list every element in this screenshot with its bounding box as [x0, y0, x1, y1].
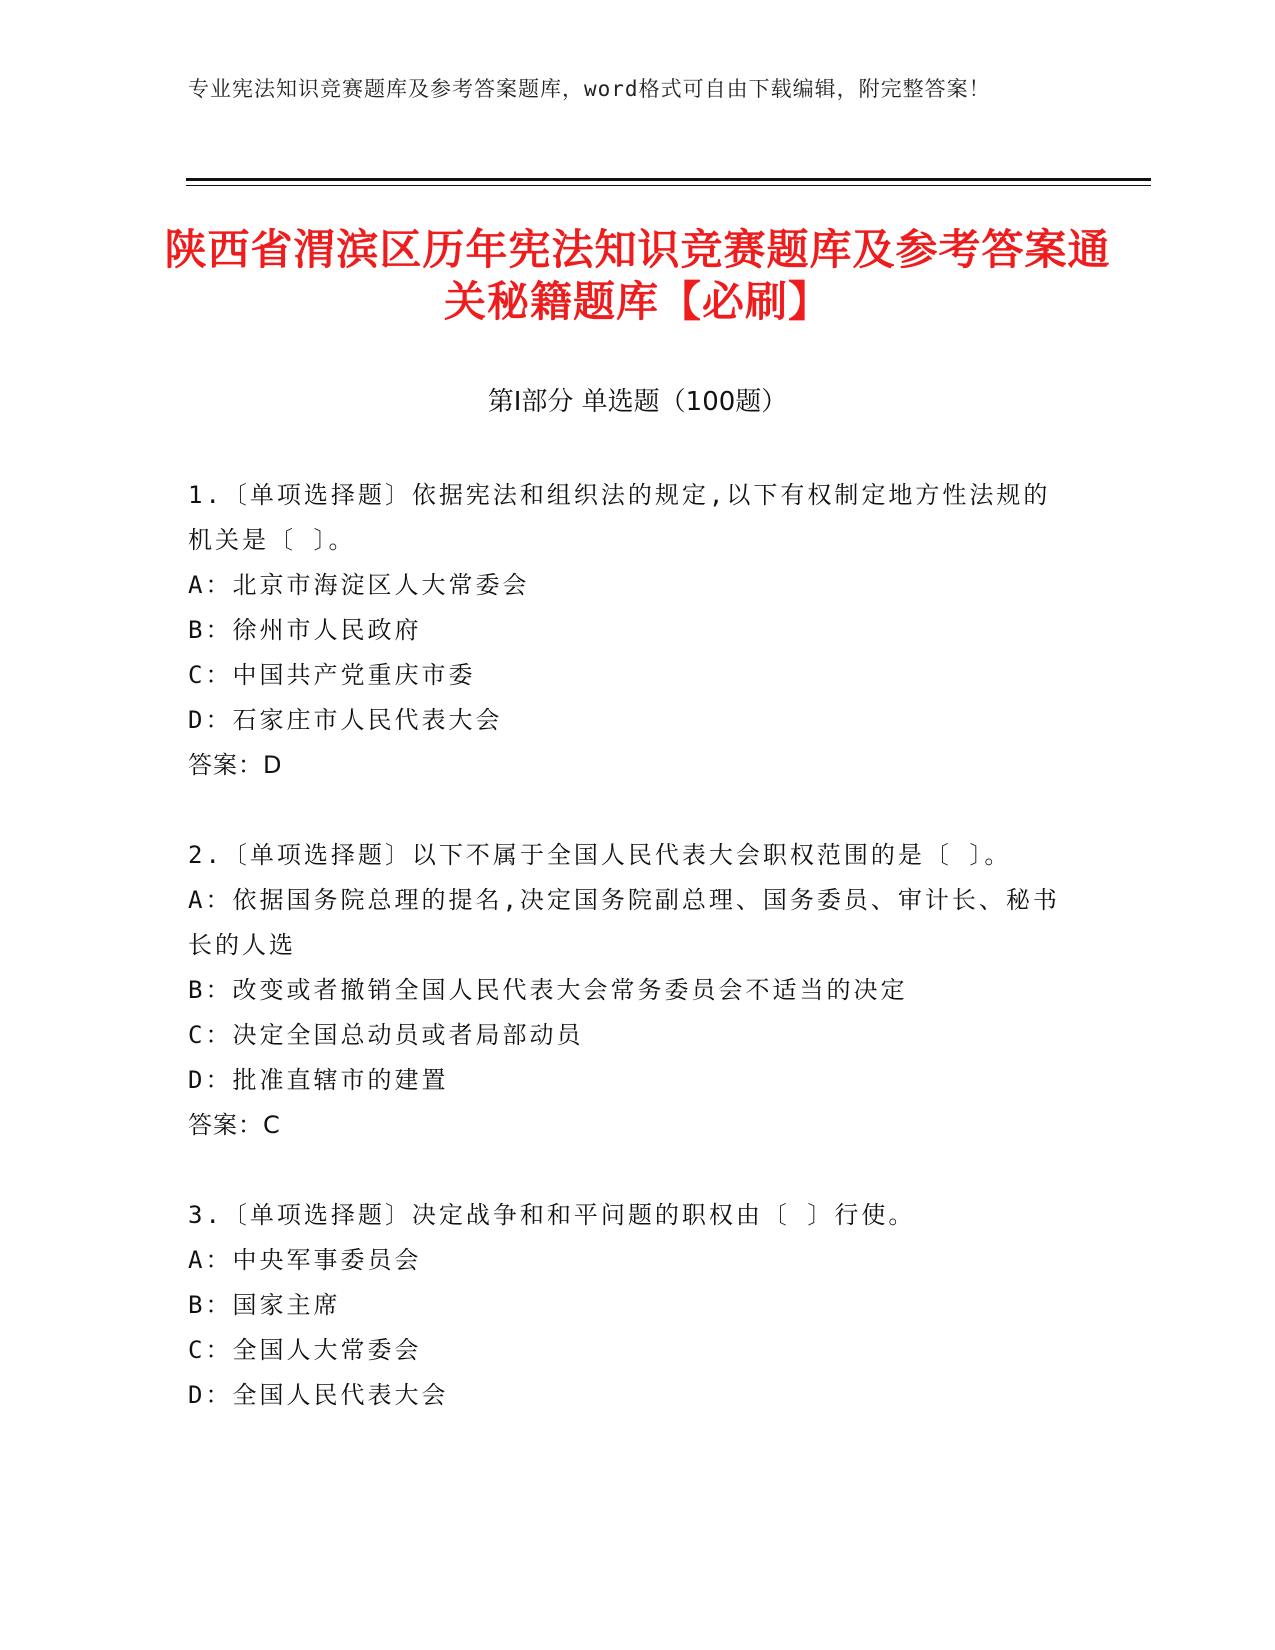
option-c: C：全国人大常委会 — [188, 1336, 422, 1364]
section-heading: 第Ⅰ部分 单选题（100题） — [487, 387, 788, 417]
document-title: 陕西省渭滨区历年宪法知识竞赛题库及参考答案通关秘籍题库【必刷】 — [164, 225, 1111, 326]
option-a: A：中央军事委员会 — [188, 1246, 422, 1274]
question-stem: 3.〔单项选择题〕决定战争和和平问题的职权由〔 〕行使。 — [188, 1201, 916, 1229]
question-stem: 2.〔单项选择题〕以下不属于全国人民代表大会职权范围的是〔 〕。 — [188, 841, 1012, 869]
option-a: A：依据国务院总理的提名,决定国务院副总理、国务委员、审计长、秘书长的人选 — [188, 886, 1060, 959]
header-note: 专业宪法知识竞赛题库及参考答案题库，word格式可自由下载编辑，附完整答案！ — [188, 77, 991, 101]
option-b: B：国家主席 — [188, 1291, 341, 1319]
answer: 答案：C — [188, 1111, 281, 1139]
question-2 — [188, 833, 1068, 1148]
option-b: B：改变或者撤销全国人民代表大会常务委员会不适当的决定 — [188, 976, 908, 1004]
question-1 — [188, 473, 1068, 788]
option-d: D：全国人民代表大会 — [188, 1381, 449, 1409]
option-d: D：批准直辖市的建置 — [188, 1066, 449, 1094]
answer: 答案：D — [188, 751, 283, 779]
header-divider-thin — [186, 185, 1151, 186]
option-c: C：决定全国总动员或者局部动员 — [188, 1021, 584, 1049]
question-stem: 1.〔单项选择题〕依据宪法和组织法的规定,以下有权制定地方性法规的机关是〔 〕。 — [188, 481, 1051, 554]
option-c: C：中国共产党重庆市委 — [188, 661, 476, 689]
option-d: D：石家庄市人民代表大会 — [188, 706, 503, 734]
option-a: A：北京市海淀区人大常委会 — [188, 571, 530, 599]
question-list — [188, 473, 1068, 1463]
option-b: B：徐州市人民政府 — [188, 616, 422, 644]
header-divider-thick — [186, 178, 1151, 181]
question-3 — [188, 1193, 1068, 1418]
